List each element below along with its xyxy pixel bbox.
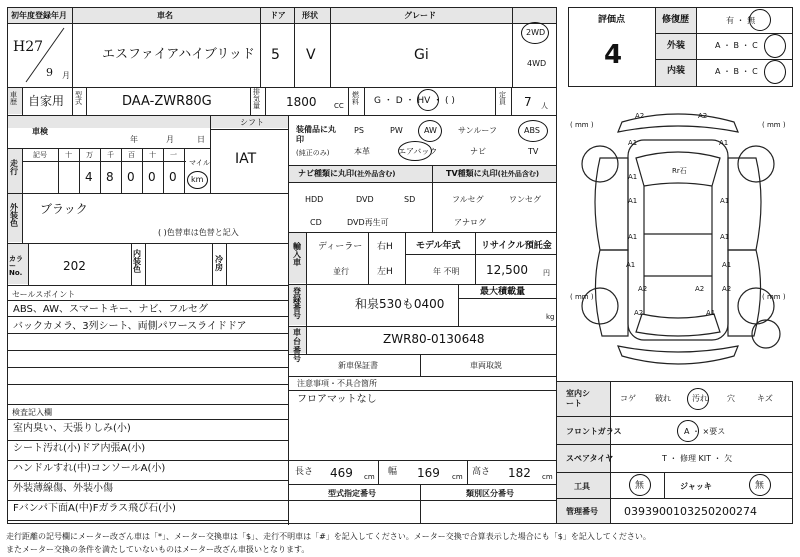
equip-airbag-circle [398,141,432,161]
mgmt-label: 管理番号 [566,507,598,516]
height: 182 [508,466,531,480]
spare-items: T ・ 修理 KIT ・ 欠 [662,454,733,463]
seat-item-2: 汚れ [692,394,708,403]
equip-item2-3: TV [528,147,539,156]
damage-mark-12: A2 [695,285,705,293]
exterior-grade: A ・ B ・ C [715,41,758,50]
damage-mark-8: A1 [720,233,730,241]
navi-hdd: HDD [305,195,324,204]
mm-label-1: ( mm ) [762,121,786,129]
shaken-day-label: 日 [197,135,205,144]
drive-4wd: 4WD [527,59,547,68]
tv-fullseg: フルセグ [452,195,484,204]
reg-number-label: 登録番号 [293,287,301,320]
chassis: ZWR80-0130648 [383,332,485,346]
ac-label: 冷房 [215,255,223,272]
digit-label-1: 万 [86,151,93,159]
color-label: 外装色 [10,203,18,228]
tools-none-circle [629,474,651,496]
inspector-line-2: ハンドルすれ(中)コンソールA(小) [13,463,166,474]
damage-mark-13: A2 [634,309,644,317]
damage-mark-5: A1 [628,197,638,205]
height-label: 高さ [472,467,491,477]
damage-mark-10: A1 [722,261,732,269]
usage: 自家用 [28,94,65,108]
grade: Gi [414,47,429,63]
color-code-label: カラーNo. [9,255,23,277]
seat-item-3: 穴 [727,394,735,403]
max-load-unit: kg [546,313,555,321]
mileage-digit-3: 0 [127,170,135,184]
equipment-label: 装備品に丸印 [296,125,336,144]
interior-c-circle [764,60,786,84]
mileage-digit-4: 0 [148,170,156,184]
damage-mark-2: A1 [628,139,638,147]
inspector-line-3: 外装薄線傷、外装小傷 [13,483,113,494]
digit-label-2: 千 [107,151,114,159]
tv-analog: アナログ [454,218,486,227]
color-code: 202 [63,259,86,273]
capacity-label: 定員 [499,91,506,106]
inspector-line-0: 室内臭い、天張りしみ(小) [13,423,131,434]
mm-label-0: ( mm ) [570,121,594,129]
displacement-unit: CC [334,102,344,110]
spare-label: スペアタイヤ [566,454,614,463]
mileage-digit-5: 0 [169,170,177,184]
capacity-unit: 人 [541,102,548,110]
interior-color-label: 内装色 [133,249,141,274]
mm-label-2: ( mm ) [570,293,594,301]
digit-label-4: 十 [149,151,156,159]
footer-line-2: またメーター交換の条件を満たしていないものはメーター改ざん車扱いとなります。 [6,545,310,554]
shaken-year-label: 年 [130,135,138,144]
damage-mark-16: Rr石 [672,167,687,175]
tools-label: 工具 [574,482,590,491]
width-unit: cm [452,473,463,481]
fuel: G ・ D ・ HV ・ ( ) [374,96,455,106]
sales-point-line-2: バックカメラ、3列シート、両側パワースライドドア [13,321,247,332]
model: DAA-ZWR80G [122,94,212,109]
import-dealer: ディーラー [318,242,363,252]
era-year: H27 [13,39,44,55]
seat-label: 室内シート [566,389,590,409]
width: 169 [417,466,440,480]
car-name: エスファイアハイブリッド [102,47,255,62]
shaken-label: 車検 [32,127,48,136]
length-unit: cm [364,473,375,481]
manual-label: 車両取説 [470,361,502,370]
damage-mark-1: A2 [698,112,708,120]
shape: V [306,47,316,63]
chassis-label: 車台番号 [293,328,301,364]
navi-dvd-play: DVD再生可 [347,218,389,227]
tools: 無 [635,481,645,491]
windshield-a-circle [677,420,699,442]
shaken-month-label: 月 [166,135,174,144]
shift-label: シフト [240,118,264,127]
navi-cd: CD [310,218,322,227]
mile-label: マイル [189,159,210,167]
equip-item-0: PS [354,126,364,135]
color-value: ブラック [40,202,88,216]
seat-dirt-circle [687,388,709,410]
equip-item-2: AW [424,126,437,135]
inspector-label: 検査記入欄 [12,408,52,417]
import-parallel: 並行 [333,267,349,276]
equipment-sublabel: (純正のみ) [296,149,330,157]
equip-aw-circle [418,120,442,142]
capacity: 7 [524,95,532,109]
car-name-label: 車名 [157,11,173,20]
seat-item-0: コゲ [620,394,636,403]
score-value: 4 [604,40,623,70]
jack-none-circle [749,474,771,496]
windshield-label: フロントガラス [566,427,622,436]
damage-mark-7: A1 [628,233,638,241]
navi-sd: SD [404,195,416,204]
shape-label: 形状 [302,11,318,20]
equip-item2-2: ナビ [470,147,486,156]
import-right-h: 右H [377,242,393,252]
damage-mark-3: A1 [719,139,729,147]
navi-label: ナビ種類に丸印(社外品含む) [298,169,396,178]
equip-item2-0: 本革 [354,147,370,156]
recycle: 12,500 [486,263,528,277]
digit-label-5: 一 [170,151,177,159]
drive-2wd: 2WD [526,28,546,37]
damage-mark-9: A1 [626,261,636,269]
inspector-line-1: シート汚れ(小)ドア内張A(小) [13,443,146,454]
mileage-digit-1: 4 [85,170,93,184]
grade-label: グレード [404,11,436,20]
damage-mark-4: A1 [628,173,638,181]
digit-label-3: 百 [128,151,135,159]
interior-grade: A ・ B ・ C [715,67,758,76]
displacement-label: 排気量 [253,88,260,110]
sales-point-line-1: ABS、AW、スマートキー、ナビ、フルセグ [13,304,208,315]
exterior-label: 外装 [667,41,686,51]
windshield-items: A ・ ×要ス [684,427,726,436]
max-load-label: 最大積載量 [480,287,526,297]
width-label: 幅 [388,467,398,477]
recycle-unit: 円 [543,269,550,277]
damage-mark-11: A2 [638,285,648,293]
reg-number: 和泉530も0400 [355,297,445,311]
height-unit: cm [542,473,553,481]
warranty-label: 新車保証書 [338,361,378,370]
navi-dvd: DVD [356,195,374,204]
usage-label: 車歴 [10,91,17,106]
reg-month: 9 [46,66,53,79]
door-label: ドア [270,11,286,20]
tv-label: TV種類に丸印(社外品含む) [446,169,540,178]
equip-item2-1: エアバック [398,147,438,156]
class-number-label: 類別区分番号 [466,489,514,498]
car-diagram [562,100,794,378]
damage-mark-0: A2 [635,112,645,120]
sales-points-label: セールスポイント [12,290,76,299]
fuel-hv-circle [417,89,439,111]
equip-item-1: PW [390,126,403,135]
length-label: 長さ [295,467,314,477]
inspector-line-4: Fバンパ下面A(中)Fガラス飛び石(小) [13,503,176,514]
km-label: km [191,175,204,184]
reg-year-label: 初年度登録年月 [11,11,67,20]
mileage-symbol-label: 記号 [33,151,47,159]
type-number-label: 型式指定番号 [328,489,376,498]
digit-label-0: 十 [65,151,72,159]
import-left-h: 左H [377,267,393,277]
fuel-label: 燃料 [352,91,359,106]
equip-item-4: ABS [524,126,540,135]
seat-item-4: キズ [757,394,773,403]
damage-mark-15: A2 [722,285,732,293]
mileage-label: 走行 [10,159,18,176]
model-year-label: モデル年式 [416,241,461,251]
model-year: 年 不明 [433,267,460,276]
mm-label-3: ( mm ) [762,293,786,301]
footer-line-1: 走行距離の記号欄にメーター改ざん車は「*」、メーター交換車は「$」、走行不明車は「#」を記入してください。メーター交換で合算表示した場合にも「$」を記入してください。 [6,532,651,541]
jack-label: ジャッキ [680,482,712,491]
recycle-label: リサイクル預託金 [481,241,552,251]
jack: 無 [755,481,765,491]
damage-mark-14: A1 [706,309,716,317]
damage-mark-6: A1 [720,197,730,205]
equip-item-3: サンルーフ [458,126,497,135]
shift: IAT [235,151,257,167]
model-label: 型式 [75,91,82,106]
repair-history: 有 ・ 無 [726,16,756,25]
tv-oneseg: ワンセグ [509,195,541,204]
mileage-digit-2: 8 [106,170,114,184]
import-label: 輸入車 [293,242,301,267]
exterior-c-circle [764,34,786,58]
color-note: ( )色替車は色替と記入 [158,228,239,237]
equip-abs-circle [518,120,548,142]
displacement: 1800 [286,95,317,109]
interior-label: 内装 [667,66,686,76]
score-label: 評価点 [598,15,626,25]
seat-item-1: 破れ [655,394,671,403]
doors: 5 [271,47,280,63]
repair-none-circle [749,9,771,31]
length: 469 [330,466,353,480]
notes: フロアマットなし [297,394,377,405]
mgmt-number: 0393900103250200274 [624,505,757,518]
repair-history-label: 修復歴 [662,15,690,25]
notes-label: 注意事項・不具合箇所 [297,379,377,388]
car-diagram-svg [562,100,794,378]
month-unit: 月 [62,71,70,80]
